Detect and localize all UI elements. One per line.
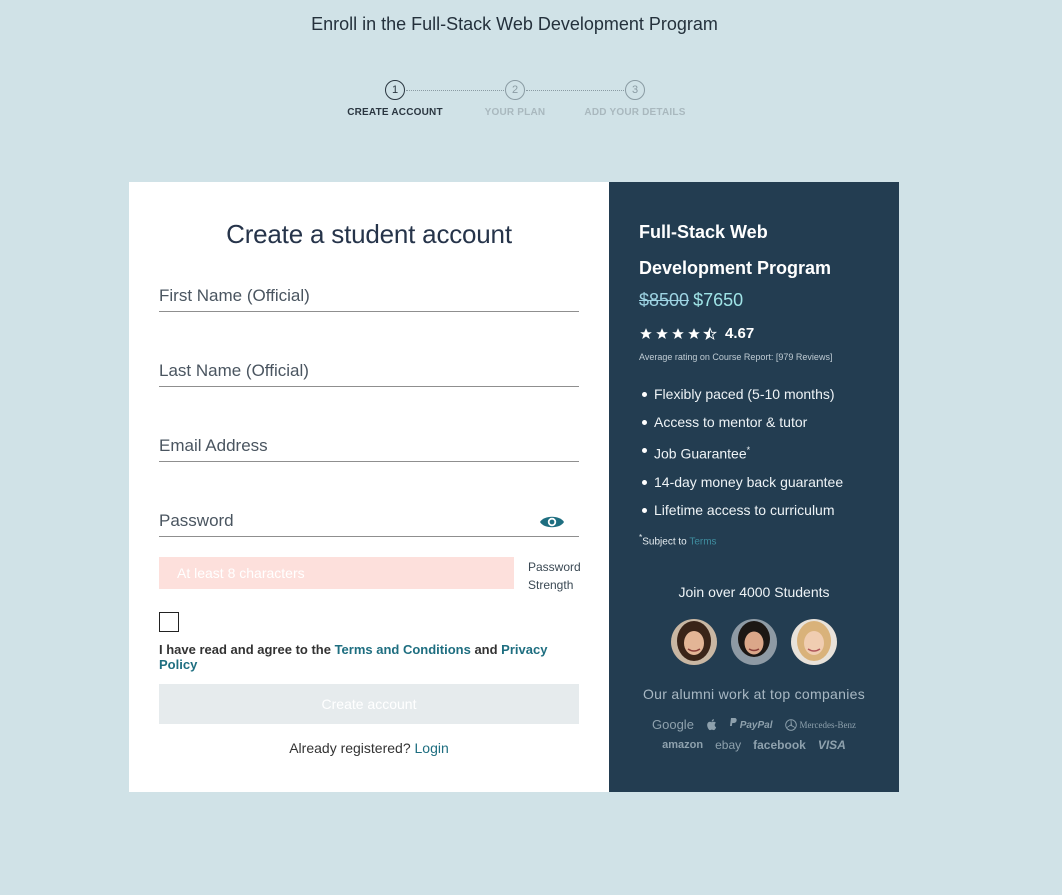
list-item: Job Guarantee* [639,436,843,468]
step-label: CREATE ACCOUNT [347,107,443,118]
benefits-list [639,380,843,524]
old-price: $8500 [639,290,690,310]
password-field [159,505,579,537]
list-item: Lifetime access to curriculum [639,496,843,524]
new-price: $7650 [693,290,744,310]
last-name-field [159,355,579,387]
star-icon [687,327,701,341]
login-link[interactable]: Login [414,740,449,756]
step-create-account [340,80,450,118]
step-your-plan [460,80,570,118]
avatar [671,619,717,665]
join-students-text: Join over 4000 Students [678,584,830,600]
agree-checkbox[interactable] [159,612,179,632]
password-strength-bar: At least 8 characters [159,557,514,589]
program-summary-panel [609,182,899,792]
step-add-details [580,80,690,118]
rating-note: Average rating on Course Report: [979 Reviews] [639,352,833,362]
rating-value: 4.67 [725,325,755,342]
progress-stepper [340,80,700,130]
agree-text: I have read and agree to the Terms and Conditions and Privacy Policy [159,642,548,672]
step-label: YOUR PLAN [484,107,546,118]
terms-link-small[interactable]: Terms [689,536,717,548]
star-icon [655,327,669,341]
page-title: Enroll in the Full-Stack Web Development Program [311,14,718,34]
list-item: Access to mentor & tutor [639,408,843,436]
rating [639,325,754,342]
program-title: Full-Stack Web Development Program [639,222,832,278]
step-number: 3 [625,80,645,100]
ebay-logo: ebay [715,738,742,752]
google-logo: Google [652,717,694,732]
star-icon [671,327,685,341]
step-number: 2 [505,80,525,100]
step-number: 1 [385,80,405,100]
password-input[interactable] [159,505,579,531]
mercedes-logo: Mercedes-Benz [785,719,856,731]
list-item: 14-day money back guarantee [639,468,843,496]
company-logos-row-2 [609,738,899,752]
already-registered: Already registered? Login [289,740,449,756]
star-icon [639,327,653,341]
form-title: Create a student account [226,219,512,249]
avatar [791,619,837,665]
visa-logo: VISA [817,738,846,752]
show-password-eye-icon[interactable] [539,513,565,531]
paypal-mark-icon [729,718,737,728]
alumni-text: Our alumni work at top companies [642,686,866,702]
price [639,290,743,311]
password-strength-label: Password Strength [528,560,581,592]
list-item: Flexibly paced (5-10 months) [639,380,843,408]
last-name-input[interactable] [159,355,579,381]
email-input[interactable] [159,430,579,456]
student-avatars [671,619,837,665]
email-field [159,430,579,462]
avatar [731,619,777,665]
signup-form-card [129,182,609,792]
facebook-logo: facebook [753,738,806,752]
paypal-logo: PayPal [729,718,773,731]
subject-to-terms: *Subject to Terms [639,532,717,548]
privacy-link[interactable]: Privacy Policy [159,642,548,672]
create-account-button[interactable]: Create account [159,684,579,724]
half-star-icon [703,327,717,341]
company-logos-row-1 [609,717,899,732]
mercedes-star-icon [785,719,797,731]
terms-link[interactable]: Terms and Conditions [334,642,471,657]
first-name-field [159,280,579,312]
first-name-input[interactable] [159,280,579,306]
step-label: ADD YOUR DETAILS [584,107,686,118]
amazon-logo: amazon [662,739,704,751]
apple-logo-icon [706,718,717,731]
